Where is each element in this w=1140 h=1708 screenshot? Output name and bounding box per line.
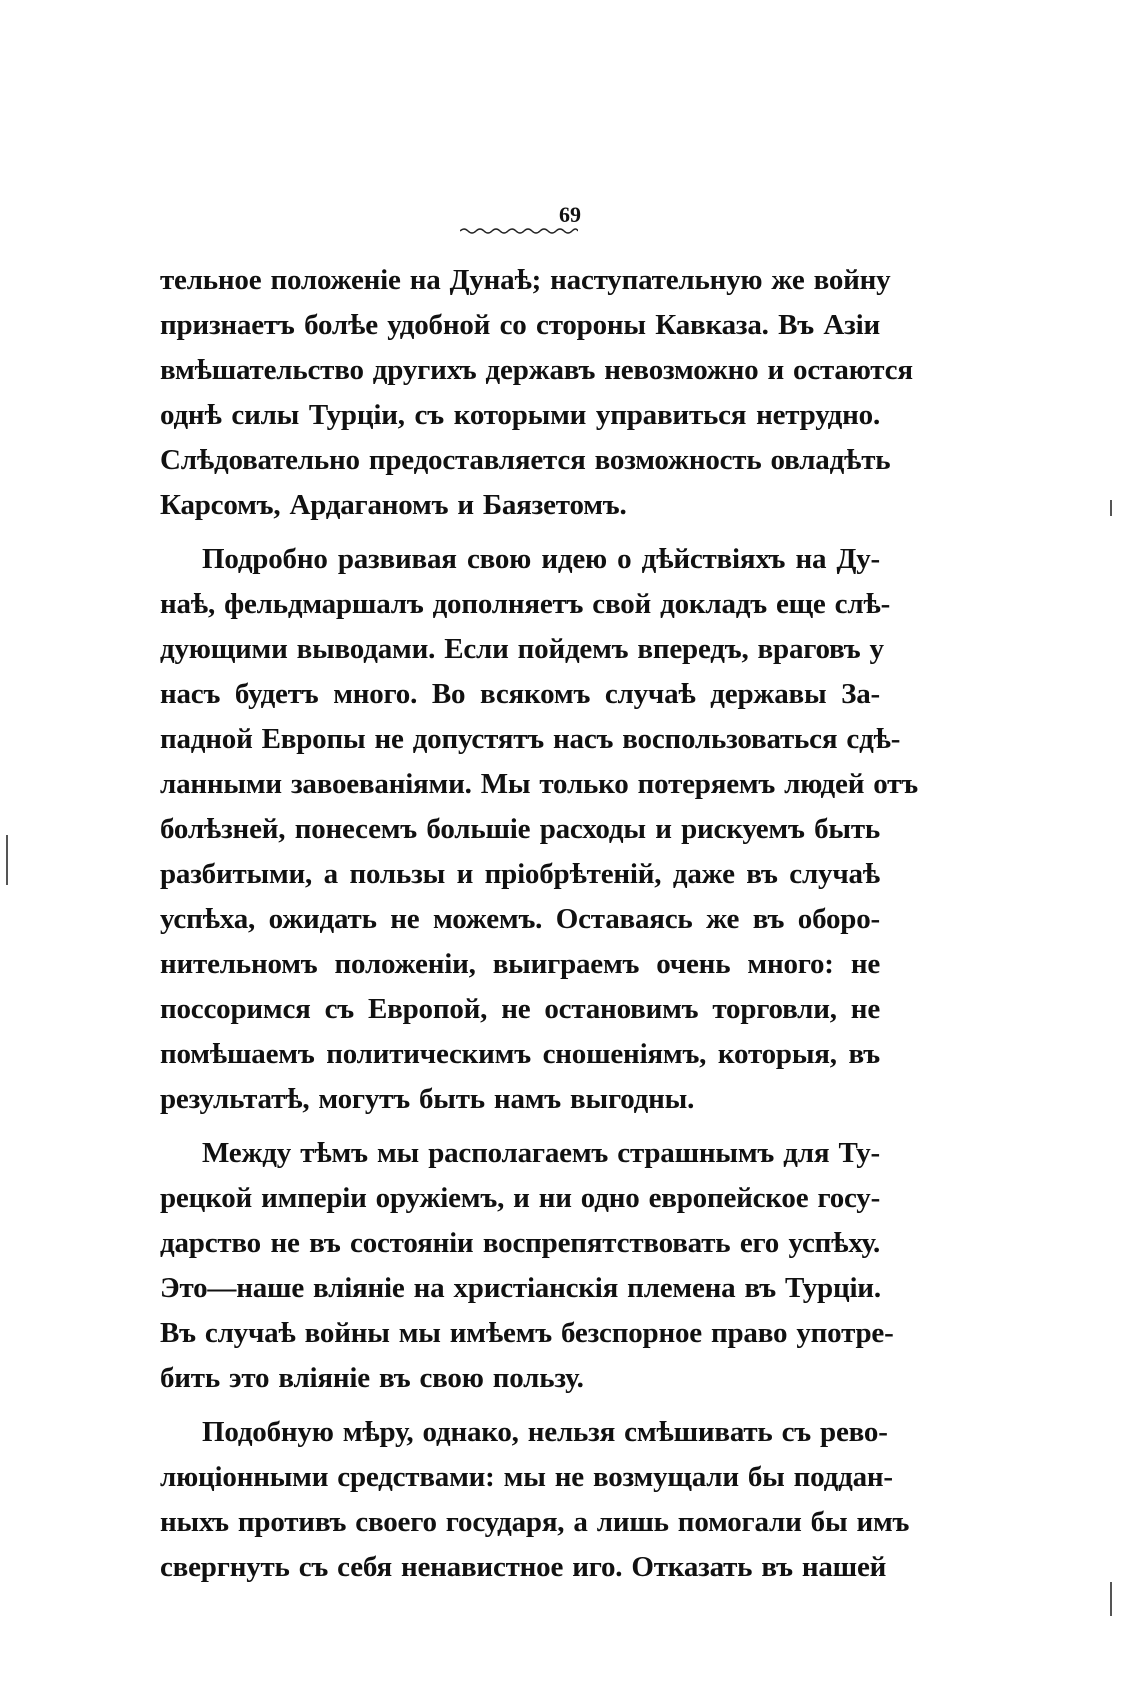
- scan-mark: [6, 835, 8, 885]
- page-number: 69: [559, 202, 581, 227]
- text-line: насъ будетъ много. Во всякомъ случаѣ державы За-: [160, 678, 880, 710]
- text-line: рецкой имперіи оружіемъ, и ни одно европейское госу-: [160, 1182, 881, 1214]
- text-line: дующими выводами. Если пойдемъ впередъ, враговъ у: [160, 633, 884, 665]
- text-line: Подробно развивая свою идею о дѣйствіяхъ на Ду-: [202, 543, 880, 575]
- scan-mark: [1110, 1582, 1112, 1616]
- text-line: помѣшаемъ политическимъ сношеніямъ, которыя, въ: [160, 1038, 880, 1070]
- text-line: однѣ силы Турціи, съ которыми управиться нетрудно.: [160, 399, 880, 431]
- text-line: Карсомъ, Ардаганомъ и Баязетомъ.: [160, 489, 627, 521]
- body-text: [160, 258, 918, 1590]
- text-line: нительномъ положеніи, выиграемъ очень много: не: [160, 948, 880, 980]
- scan-mark: [1110, 500, 1112, 516]
- text-line: разбитыми, а пользы и пріобрѣтеній, даже въ случаѣ: [160, 858, 880, 890]
- text-line: результатѣ, могутъ быть намъ выгодны.: [160, 1083, 695, 1115]
- text-line: Между тѣмъ мы располагаемъ страшнымъ для Ту-: [202, 1137, 880, 1169]
- text-line: ланными завоеваніями. Мы только потеряемъ людей отъ: [160, 768, 918, 800]
- text-line: признаетъ болѣе удобной со стороны Кавказа. Въ Азіи: [160, 309, 880, 341]
- text-line: дарство не въ состояніи воспрепятствовать его успѣху.: [160, 1227, 880, 1259]
- text-line: тельное положеніе на Дунаѣ; наступательную же войну: [160, 264, 891, 296]
- text-line: Въ случаѣ войны мы имѣемъ безспорное право употре-: [160, 1317, 894, 1349]
- text-line: Слѣдовательно предоставляется возможность овладѣть: [160, 444, 891, 476]
- text-line: ныхъ противъ своего государя, а лишь помогали бы имъ: [160, 1506, 910, 1538]
- text-line: люціонными средствами: мы не возмущали бы поддан-: [160, 1461, 893, 1493]
- text-line: наѣ, фельдмаршалъ дополняетъ свой докладъ еще слѣ-: [160, 588, 891, 620]
- text-line: Подобную мѣру, однако, нельзя смѣшивать съ рево-: [202, 1416, 888, 1448]
- text-line: Это—наше вліяніе на христіанскія племена въ Турціи.: [160, 1272, 881, 1304]
- text-line: успѣха, ожидать не можемъ. Оставаясь же въ оборо-: [160, 903, 880, 935]
- text-line: поссоримся съ Европой, не остановимъ торговли, не: [160, 993, 880, 1025]
- text-line: бить это вліяніе въ свою пользу.: [160, 1362, 584, 1394]
- text-line: вмѣшательство другихъ державъ невозможно и остаются: [160, 354, 913, 386]
- text-line: падной Европы не допустятъ насъ воспользоваться сдѣ-: [160, 723, 901, 755]
- text-line: болѣзней, понесемъ большіе расходы и рискуемъ быть: [160, 813, 880, 845]
- wavy-ornament: [460, 226, 578, 236]
- text-line: свергнуть съ себя ненавистное иго. Отказать въ нашей: [160, 1551, 887, 1583]
